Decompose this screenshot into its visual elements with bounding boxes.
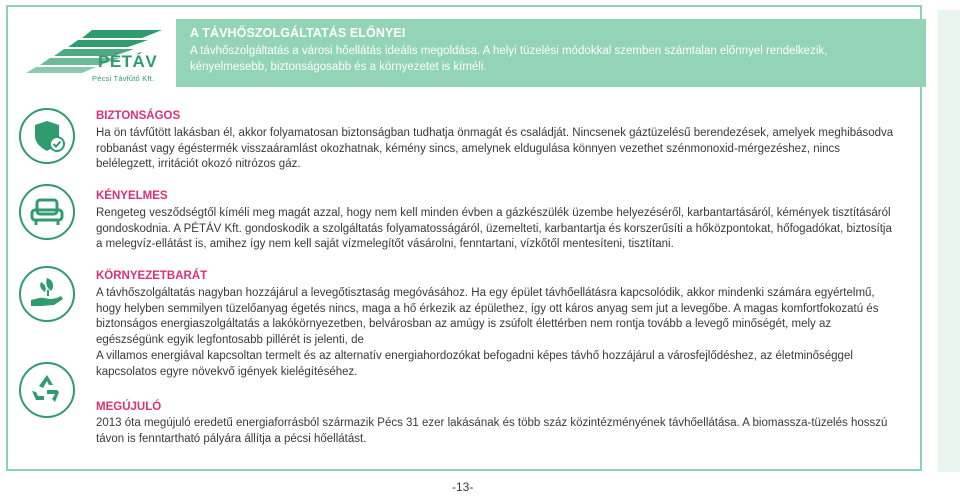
section-title-biztonsagos: BIZTONSÁGOS	[96, 110, 181, 122]
right-margin-strip	[938, 10, 960, 472]
logo-name: PÉTÁV	[98, 52, 158, 71]
page-number: -13-	[448, 480, 477, 494]
section-text-kornyezetbarat-2: A villamos energiával kapcsoltan termelt és az alternatív energiahordozókat befogadni képes távhő hozzájárul a városfejlődéshez, az életminőséggel kapcsolatos egyre növekvő igények kielégítéséhez.	[96, 350, 853, 378]
logo-subtitle: Pécsi Távfűtő Kft.	[92, 74, 155, 83]
section-text-megujulo: 2013 óta megújuló eredetű energiaforrásból származik Pécs 31 ezer lakásának és több száz közintézményének távhőellátása. A biomassza-tüzelés hosszú távon is fenntartható pályára állítja a pécsi hőellátást.	[96, 417, 888, 445]
shield-check-icon	[19, 108, 75, 164]
section-text-biztonsagos: Ha ön távfűtött lakásban él, akkor folyamatosan biztonságban tudhatja önmagát és családját. Nincsenek gáztüzelésű berendezések, amelyek meghibásodva robbanást vagy égéstermék visszaáramlást okozhatnak, kémény sincs, amelynek eldugulása könnyen vezethet szénmonoxid-mérgezéshez, nincs belélegzett, irritációt okozó nitrózos gáz.	[96, 127, 894, 170]
section-title-megujulo: MEGÚJULÓ	[96, 401, 162, 413]
hand-leaf-icon	[19, 266, 75, 322]
header-text: A távhőszolgáltatás a városi hőellátás ideális megoldása. A helyi tüzelési módokkal szemben számtalan előnnyel rendelkezik, kényelmesebb, biztonságosabb és a környezetet is kíméli.	[190, 45, 828, 73]
header-title: A TÁVHŐSZOLGÁLTATÁS ELŐNYEI	[190, 26, 406, 40]
section-title-kenyelmes: KÉNYELMES	[96, 190, 168, 202]
section-title-kornyezetbarat: KÖRNYEZETBARÁT	[96, 270, 208, 282]
section-text-kenyelmes: Rengeteg vesződségtől kíméli meg magát azzal, hogy nem kell minden évben a gázkészülék üzembe helyezéséről, karbantartásáról, kémények tisztításáról gondoskodnia. A PÉTÁV Kft. gondoskodik a szolgáltatás folyamatosságáról, üzemelteti, karbantartja és korszerűsíti a hőközpontokat, hőfogadókat, biztosítja a melegvíz-ellátást is, amihez így nem kell saját vízmelegítőt vásárolni, fenntartani, vízkőtől mentesíteni, tisztítani.	[96, 207, 892, 250]
section-text-kornyezetbarat: A távhőszolgáltatás nagyban hozzájárul a levegőtisztaság megóvásához. Ha egy épület távhőellátásra kapcsolódik, akkor mindenki számára egyértelmű, hogy helyben semmilyen tüzelőanyag égetés nincs, maga a hő érkezik az épülethez, így ott káros anyag sem jut a levegőbe. A magas komfortfokozatú és biztonságos energiaszolgáltatás a lakókörnyezetben, belvárosban az amúgy is zsúfolt élettérben nem rontja tovább a levegő minőségét, mely az egészségünk egyik legfontosabb pillérét is jelenti, de	[96, 287, 879, 346]
recycle-icon	[19, 362, 75, 418]
armchair-icon	[19, 184, 75, 240]
